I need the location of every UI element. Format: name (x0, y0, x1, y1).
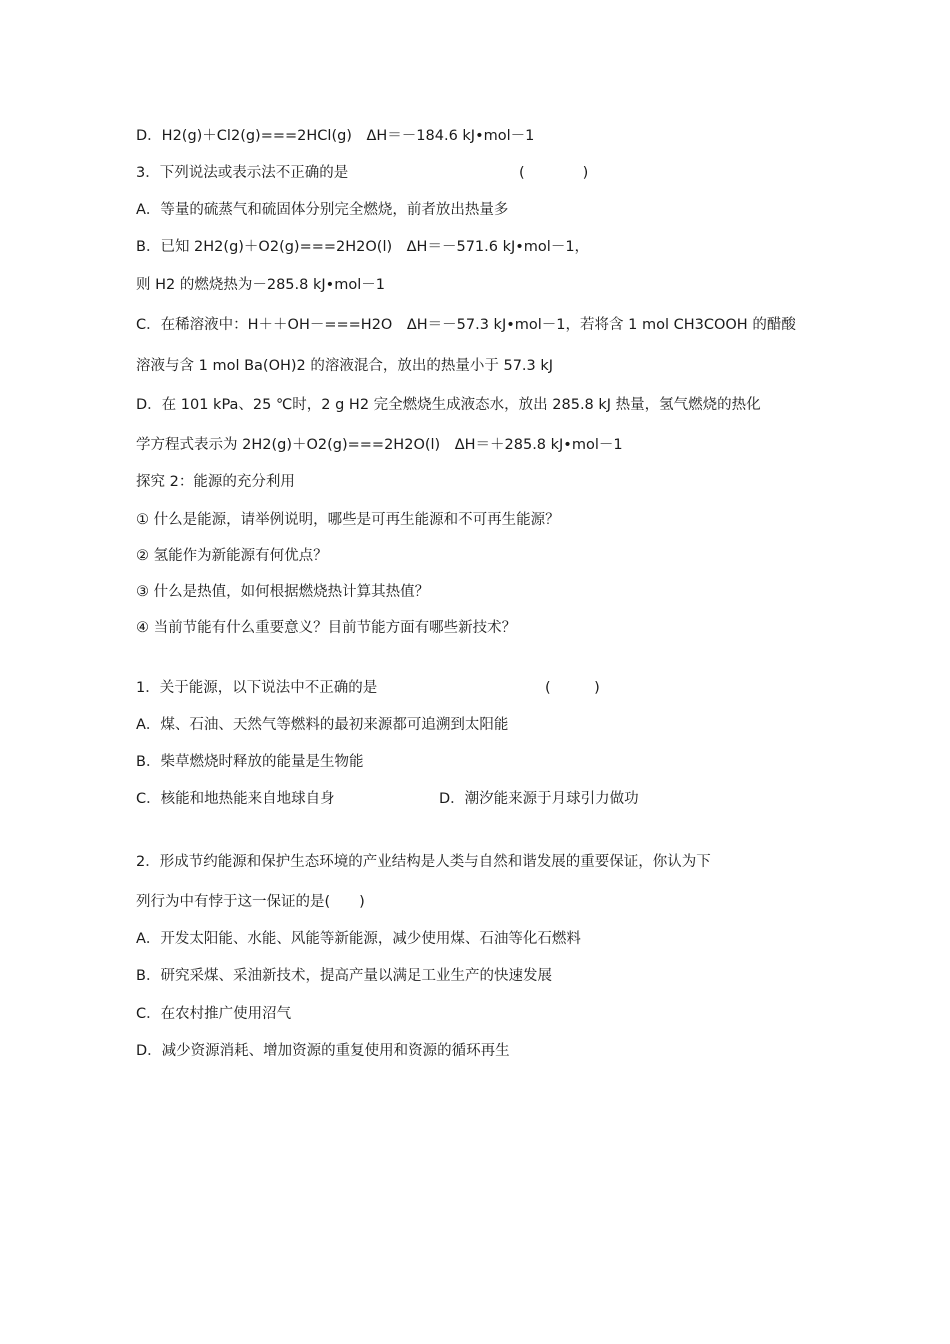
question-3-option-b-line1: B．已知 2H2(g)＋O2(g)===2H2O(l) ΔH＝－571.6 kJ•mol－1， (136, 239, 590, 255)
exercise-2-stem-line1: 2．形成节约能源和保护生态环境的产业结构是人类与自然和谐发展的重要保证，你认为下 (136, 854, 711, 870)
prev-question-option-d: D．H2(g)＋Cl2(g)===2HCl(g) ΔH＝－184.6 kJ•mol－1 (136, 128, 535, 144)
inquiry-2-item-1: ① 什么是能源，请举例说明，哪些是可再生能源和不可再生能源？ (136, 512, 560, 528)
exercise-1-answer-paren: ( ) (545, 680, 600, 696)
inquiry-2-item-2: ② 氢能作为新能源有何优点？ (136, 548, 328, 564)
question-3-option-d-line1: D．在 101 kPa、25 ℃时，2 g H2 完全燃烧生成液态水，放出 285.8 kJ 热量，氢气燃烧的热化 (136, 397, 761, 413)
question-3-stem: 3．下列说法或表示法不正确的是 (136, 165, 349, 181)
exercise-1-option-d: D．潮汐能来源于月球引力做功 (439, 791, 639, 807)
exercise-2-stem-line2: 列行为中有悖于这一保证的是( ) (136, 894, 365, 910)
exercise-1-option-b: B．柴草燃烧时释放的能量是生物能 (136, 754, 364, 770)
question-3-option-c-line1: C．在稀溶液中：H＋＋OH－===H2O ΔH＝－57.3 kJ•mol－1，若将含 1 mol CH3COOH 的醋酸 (136, 317, 796, 333)
exercise-1-stem: 1．关于能源，以下说法中不正确的是 (136, 680, 378, 696)
inquiry-2-item-4: ④ 当前节能有什么重要意义？目前节能方面有哪些新技术？ (136, 620, 517, 636)
question-3-option-b-line2: 则 H2 的燃烧热为－285.8 kJ•mol－1 (136, 277, 385, 293)
exercise-2-option-d: D．减少资源消耗、增加资源的重复使用和资源的循环再生 (136, 1043, 510, 1059)
exercise-2-option-a: A．开发太阳能、水能、风能等新能源，减少使用煤、石油等化石燃料 (136, 931, 581, 947)
exercise-2-option-c: C．在农村推广使用沼气 (136, 1006, 292, 1022)
inquiry-2-title: 探究 2：能源的充分利用 (136, 474, 295, 490)
question-3-option-a: A．等量的硫蒸气和硫固体分别完全燃烧，前者放出热量多 (136, 202, 509, 218)
exercise-1-option-c: C．核能和地热能来自地球自身 (136, 791, 335, 807)
question-3-answer-paren: ( ) (519, 165, 589, 181)
question-3-option-d-line2: 学方程式表示为 2H2(g)＋O2(g)===2H2O(l) ΔH＝＋285.8 kJ•mol－1 (136, 437, 623, 453)
question-3-option-c-line2: 溶液与含 1 mol Ba(OH)2 的溶液混合，放出的热量小于 57.3 kJ (136, 358, 554, 374)
exercise-2-option-b: B．研究采煤、采油新技术，提高产量以满足工业生产的快速发展 (136, 968, 552, 984)
exercise-1-option-a: A．煤、石油、天然气等燃料的最初来源都可追溯到太阳能 (136, 717, 509, 733)
inquiry-2-item-3: ③ 什么是热值，如何根据燃烧热计算其热值？ (136, 584, 430, 600)
